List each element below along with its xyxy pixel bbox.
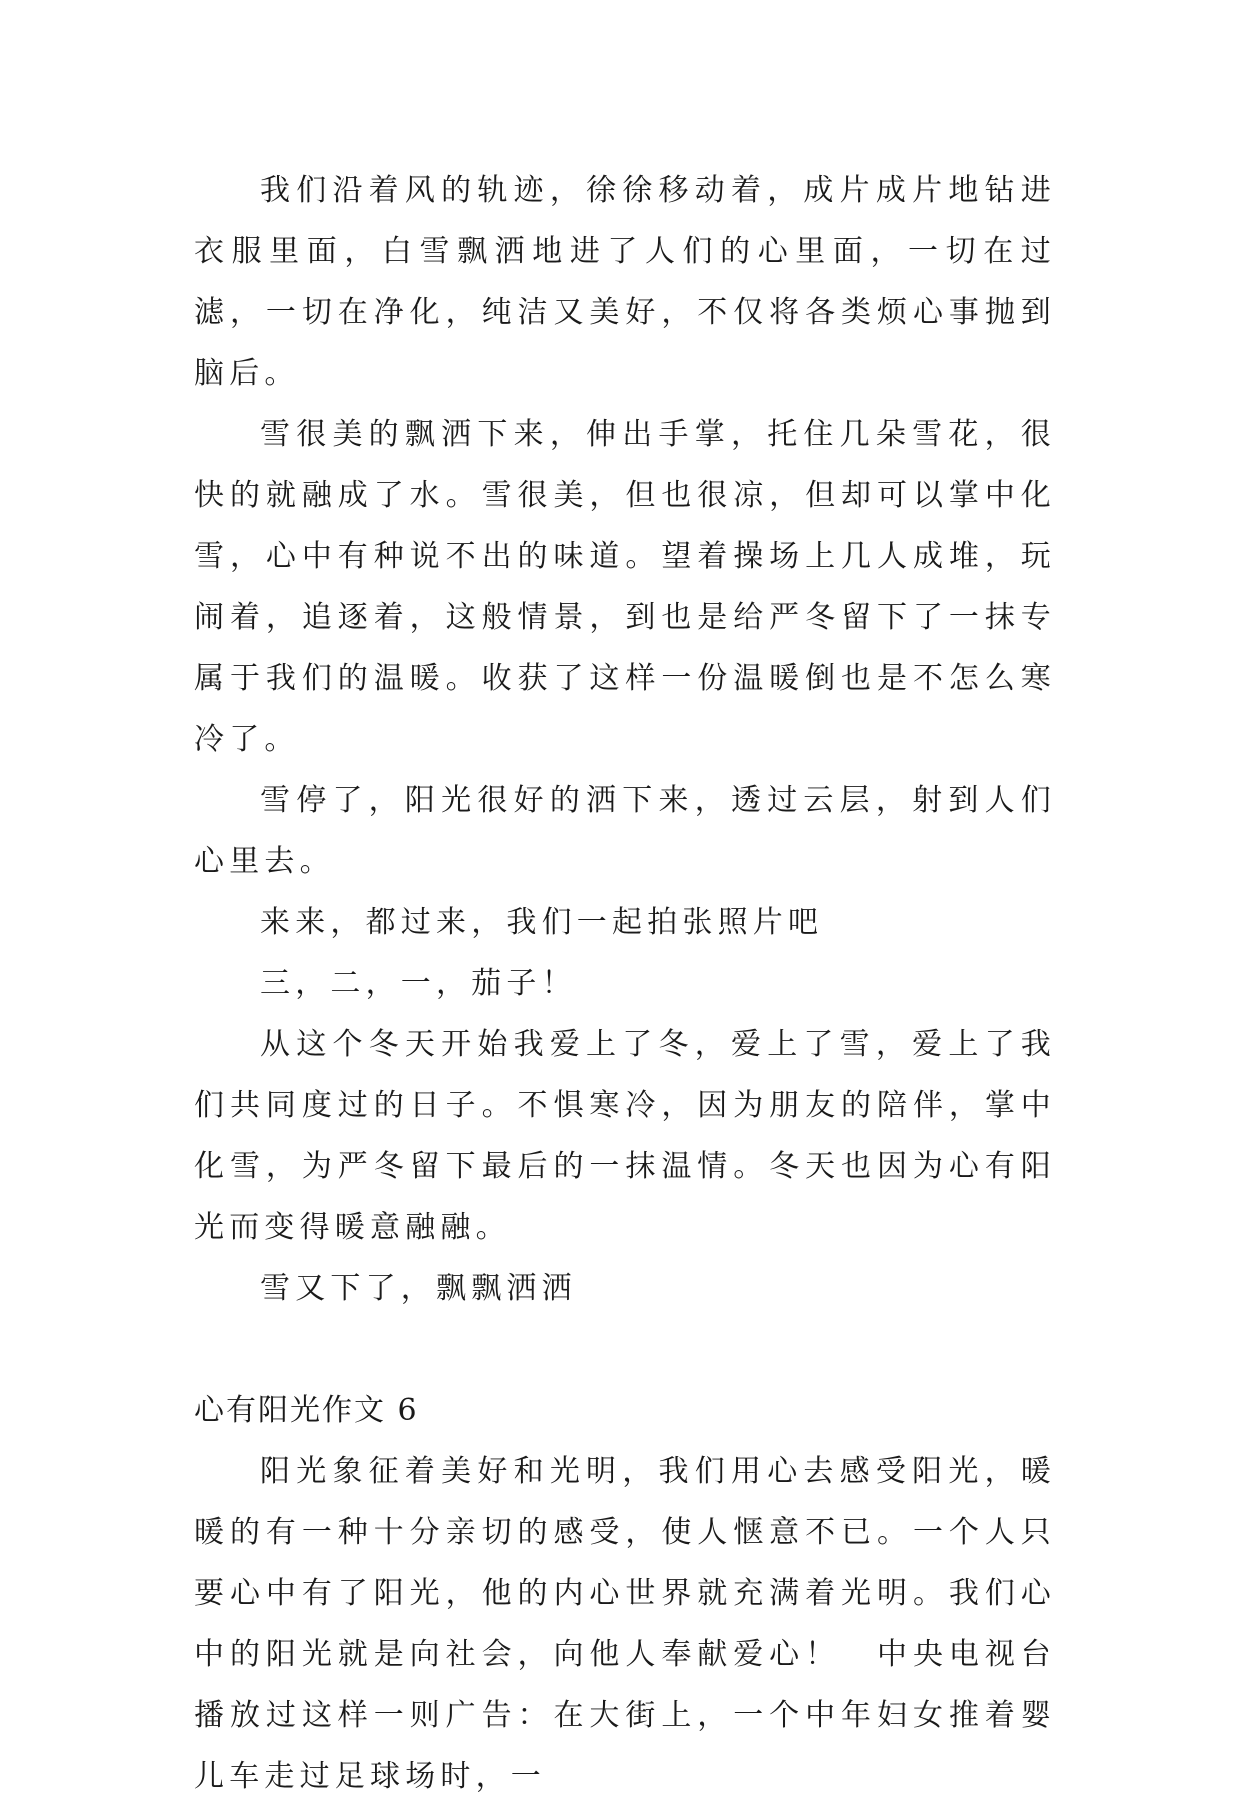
paragraph-wind-snow: 我们沿着风的轨迹，徐徐移动着，成片成片地钻进衣服里面，白雪飘洒地进了人们的心里面，一切在过滤，一切在净化，纯洁又美好，不仅将各类烦心事抛到脑后。 xyxy=(194,173,1056,391)
paragraph-snow-falling: 雪很美的飘洒下来，伸出手掌，托住几朵雪花，很快的就融成了水。雪很美，但也很凉，但却可以掌中化雪，心中有种说不出的味道。望着操场上几人成堆，玩闹着，追逐着，这般情景，到也是给严冬留下了一抹专属于我们的温暖。收获了这样一份温暖倒也是不怎么寒冷了。 xyxy=(194,417,1056,757)
paragraph-sunshine: 阳光象征着美好和光明，我们用心去感受阳光，暖暖的有一种十分亲切的感受，使人惬意不已。一个人只要心中有了阳光，他的内心世界就充满着光明。我们心中的阳光就是向社会，向他人奉献爱心！ 中央电视台播放过这样一则广告：在大街上，一个中年妇女推着婴儿车走过足球场时，一 xyxy=(194,1454,1056,1794)
section-title: 心有阳光作文 6 xyxy=(194,1393,419,1428)
document-body xyxy=(194,160,1056,1807)
paragraph-snow-stopped: 雪停了，阳光很好的洒下来，透过云层，射到人们心里去。 xyxy=(194,783,1056,879)
paragraph-snow-again: 雪又下了，飘飘洒洒 xyxy=(260,1271,577,1306)
paragraph-winter-love: 从这个冬天开始我爱上了冬，爱上了雪，爱上了我们共同度过的日子。不惧寒冷，因为朋友的陪伴，掌中化雪，为严冬留下最后的一抹温情。冬天也因为心有阳光而变得暖意融融。 xyxy=(194,1027,1056,1245)
paragraph-countdown: 三，二，一，茄子！ xyxy=(260,966,577,1001)
paragraph-photo-invite: 来来，都过来，我们一起拍张照片吧 xyxy=(260,905,824,940)
